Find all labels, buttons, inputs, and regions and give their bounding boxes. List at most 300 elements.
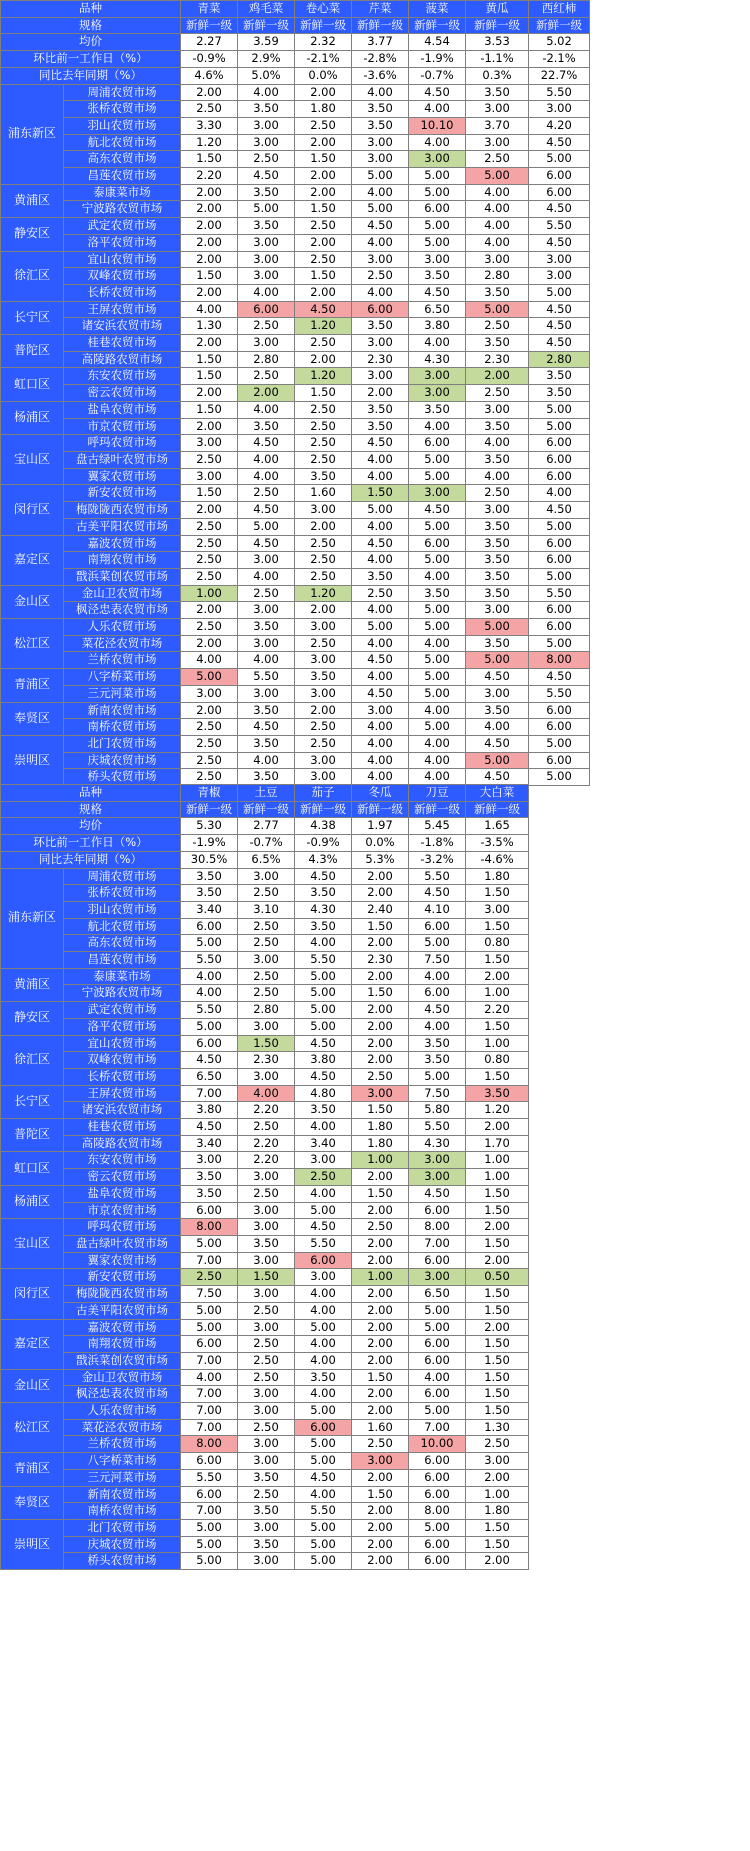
market-name: 周浦农贸市场 (64, 868, 181, 885)
price-cell: 3.00 (409, 485, 466, 502)
table-row (1, 1453, 529, 1470)
price-cell: 2.00 (181, 418, 238, 435)
price-cell: 5.50 (529, 218, 590, 235)
year-over-year-change-value: 0.3% (466, 67, 529, 84)
spec-value: 新鲜一级 (466, 17, 529, 34)
price-cell: 6.00 (409, 1453, 466, 1470)
district-name: 闵行区 (1, 485, 64, 535)
price-cell: 6.00 (529, 752, 590, 769)
price-cell: 3.00 (466, 502, 529, 519)
price-cell: 5.00 (409, 552, 466, 569)
price-cell: 5.50 (529, 585, 590, 602)
price-cell: 2.00 (352, 868, 409, 885)
district-name: 浦东新区 (1, 868, 64, 968)
market-name: 北门农贸市场 (64, 735, 181, 752)
price-cell: 3.00 (295, 502, 352, 519)
price-cell: 3.50 (238, 769, 295, 786)
market-name: 盐阜农贸市场 (64, 1185, 181, 1202)
market-name: 宁波路农贸市场 (64, 201, 181, 218)
market-name: 新南农贸市场 (64, 1486, 181, 1503)
price-cell: 4.00 (352, 468, 409, 485)
price-cell: 2.80 (529, 351, 590, 368)
price-cell: 1.00 (181, 585, 238, 602)
district-name: 黄浦区 (1, 968, 64, 1001)
market-name: 市京农贸市场 (64, 418, 181, 435)
price-cell: 6.00 (295, 1419, 352, 1436)
variety-name: 冬瓜 (352, 785, 409, 802)
table-row (1, 1135, 529, 1152)
price-cell: 3.00 (466, 602, 529, 619)
price-cell: 3.00 (238, 1319, 295, 1336)
price-cell: 3.00 (466, 134, 529, 151)
price-cell: 5.00 (181, 669, 238, 686)
price-cell: 2.50 (466, 485, 529, 502)
price-cell: 2.50 (238, 1336, 295, 1353)
price-cell: 4.00 (466, 234, 529, 251)
price-cell: 4.50 (409, 1002, 466, 1019)
market-name: 八字桥菜市场 (64, 1453, 181, 1470)
price-cell: 4.00 (409, 752, 466, 769)
price-cell: 1.20 (295, 368, 352, 385)
market-name: 古美平阳农贸市场 (64, 518, 181, 535)
price-cell: 1.50 (466, 1403, 529, 1420)
price-cell: 1.50 (466, 952, 529, 969)
price-cell: 4.50 (466, 735, 529, 752)
table-row (1, 1035, 529, 1052)
price-cell: 2.00 (295, 518, 352, 535)
price-cell: 1.50 (352, 1369, 409, 1386)
price-cell: 5.00 (409, 1319, 466, 1336)
price-cell: 1.50 (295, 201, 352, 218)
year-over-year-change-value: 22.7% (529, 67, 590, 84)
variety-label: 品种 (1, 1, 181, 18)
price-cell: 4.00 (181, 301, 238, 318)
table-row (1, 719, 590, 736)
price-cell: 2.00 (295, 284, 352, 301)
price-cell: 4.50 (295, 1469, 352, 1486)
average-price-value: 3.59 (238, 34, 295, 51)
table-row (1, 385, 590, 402)
table-row (1, 117, 590, 134)
price-cell: 4.00 (466, 468, 529, 485)
price-cell: 1.50 (181, 401, 238, 418)
spec-label: 规格 (1, 801, 181, 818)
price-cell: 2.50 (295, 635, 352, 652)
average-price-value: 5.30 (181, 818, 238, 835)
market-name: 宜山农贸市场 (64, 251, 181, 268)
table-row (1, 168, 590, 185)
table-row (1, 301, 590, 318)
market-name: 菜花泾农贸市场 (64, 1419, 181, 1436)
price-cell: 5.00 (409, 1403, 466, 1420)
price-cell: 3.00 (238, 868, 295, 885)
price-cell: 2.50 (181, 552, 238, 569)
district-name: 崇明区 (1, 1519, 64, 1569)
price-cell: 4.30 (295, 901, 352, 918)
price-cell: 1.50 (352, 1102, 409, 1119)
spec-value: 新鲜一级 (295, 17, 352, 34)
market-name: 嘉波农贸市场 (64, 1319, 181, 1336)
market-name: 长桥农贸市场 (64, 1068, 181, 1085)
price-cell: 1.50 (181, 485, 238, 502)
price-cell: 5.00 (181, 1018, 238, 1035)
price-cell: 4.00 (409, 418, 466, 435)
district-name: 青浦区 (1, 669, 64, 702)
price-cell: 2.00 (181, 385, 238, 402)
market-name: 双峰农贸市场 (64, 1052, 181, 1069)
table-row (1, 1419, 529, 1436)
price-cell: 1.00 (352, 1152, 409, 1169)
price-cell: 1.50 (238, 1269, 295, 1286)
month-over-month-change-value: -0.7% (238, 835, 295, 852)
price-cell: 6.00 (295, 1252, 352, 1269)
table-row (1, 284, 590, 301)
spec-value: 新鲜一级 (409, 17, 466, 34)
price-cell: 3.50 (352, 418, 409, 435)
price-cell: 3.50 (466, 284, 529, 301)
table-row (1, 635, 590, 652)
price-cell: 2.00 (352, 1319, 409, 1336)
market-name: 盘古绿叶农贸市场 (64, 1235, 181, 1252)
price-cell: 5.80 (409, 1102, 466, 1119)
price-cell: 2.00 (295, 234, 352, 251)
price-cell: 5.00 (295, 1202, 352, 1219)
price-cell: 1.50 (466, 1336, 529, 1353)
price-cell: 3.50 (181, 885, 238, 902)
price-cell: 2.50 (181, 719, 238, 736)
average-price-value: 4.38 (295, 818, 352, 835)
price-cell: 2.50 (238, 1119, 295, 1136)
price-cell: 3.50 (352, 401, 409, 418)
price-cell: 1.80 (352, 1119, 409, 1136)
price-cell: 2.50 (352, 1068, 409, 1085)
average-price-label: 均价 (1, 34, 181, 51)
price-cell: 4.00 (295, 1185, 352, 1202)
price-cell: 4.00 (352, 669, 409, 686)
month-over-month-change-value: -2.1% (295, 51, 352, 68)
price-cell: 1.30 (181, 318, 238, 335)
price-cell: 4.00 (409, 568, 466, 585)
table-row (1, 184, 590, 201)
district-name: 虹口区 (1, 1152, 64, 1185)
price-cell: 2.00 (295, 168, 352, 185)
price-cell: 4.00 (409, 1369, 466, 1386)
price-cell: 6.00 (181, 1453, 238, 1470)
price-cell: 3.00 (238, 685, 295, 702)
price-cell: 4.50 (409, 885, 466, 902)
price-cell: 5.00 (181, 1536, 238, 1553)
price-cell: 3.00 (238, 1386, 295, 1403)
price-cell: 3.80 (181, 1102, 238, 1119)
price-cell: 2.00 (181, 201, 238, 218)
variety-name: 鸡毛菜 (238, 1, 295, 18)
price-cell: 4.00 (238, 401, 295, 418)
price-cell: 7.00 (181, 1352, 238, 1369)
price-cell: 6.00 (409, 1536, 466, 1553)
price-cell: 4.00 (409, 769, 466, 786)
district-name: 黄浦区 (1, 184, 64, 217)
spec-value: 新鲜一级 (238, 17, 295, 34)
market-name: 诸安浜农贸市场 (64, 1102, 181, 1119)
price-cell: 4.00 (238, 284, 295, 301)
price-cell: 3.40 (181, 1135, 238, 1152)
average-price-value: 1.97 (352, 818, 409, 835)
price-cell: 2.80 (238, 1002, 295, 1019)
price-cell: 6.00 (529, 184, 590, 201)
price-cell: 4.00 (409, 635, 466, 652)
price-cell: 3.50 (466, 518, 529, 535)
market-name: 戬浜菜创农贸市场 (64, 568, 181, 585)
market-name: 市京农贸市场 (64, 1202, 181, 1219)
table-row (1, 1336, 529, 1353)
table-row (1, 568, 590, 585)
price-cell: 2.20 (238, 1135, 295, 1152)
table-row (1, 868, 529, 885)
price-cell: 1.50 (466, 1386, 529, 1403)
price-cell: 3.50 (352, 568, 409, 585)
table-row (1, 735, 590, 752)
year-over-year-change-value: 4.3% (295, 851, 352, 868)
price-cell: 4.00 (295, 1302, 352, 1319)
price-cell: 2.50 (238, 1369, 295, 1386)
price-cell: 1.00 (352, 1269, 409, 1286)
price-cell: 4.00 (352, 84, 409, 101)
price-cell: 3.00 (238, 268, 295, 285)
price-cell: 5.00 (295, 1002, 352, 1019)
price-cell: 2.00 (352, 385, 409, 402)
price-cell: 4.00 (352, 451, 409, 468)
market-name: 泰康菜市场 (64, 184, 181, 201)
price-cell: 2.00 (181, 184, 238, 201)
price-cell: 7.00 (181, 1386, 238, 1403)
price-cell: 2.50 (181, 769, 238, 786)
month-over-month-change-row (1, 835, 529, 852)
price-cell: 5.00 (238, 518, 295, 535)
price-cell: 3.50 (181, 1169, 238, 1186)
table-row (1, 418, 590, 435)
price-cell: 4.50 (409, 84, 466, 101)
price-cell: 5.00 (181, 1553, 238, 1570)
price-cell: 4.00 (295, 1119, 352, 1136)
price-cell: 2.00 (295, 134, 352, 151)
table-row (1, 201, 590, 218)
table-row (1, 1219, 529, 1236)
market-name: 古美平阳农贸市场 (64, 1302, 181, 1319)
variety-name: 青椒 (181, 785, 238, 802)
average-price-value: 5.02 (529, 34, 590, 51)
market-name: 双峰农贸市场 (64, 268, 181, 285)
spec-value: 新鲜一级 (352, 801, 409, 818)
price-cell: 3.50 (529, 368, 590, 385)
price-cell: 3.00 (529, 251, 590, 268)
spec-value: 新鲜一级 (466, 801, 529, 818)
price-cell: 4.00 (238, 568, 295, 585)
year-over-year-change-value: 5.3% (352, 851, 409, 868)
price-cell: 2.20 (238, 1152, 295, 1169)
price-cell: 5.00 (409, 1302, 466, 1319)
table-row (1, 619, 590, 636)
price-cell: 4.00 (409, 735, 466, 752)
district-name: 崇明区 (1, 735, 64, 785)
price-cell: 2.50 (181, 535, 238, 552)
price-cell: 2.00 (352, 1503, 409, 1520)
price-cell: 2.50 (295, 735, 352, 752)
price-cell: 7.00 (181, 1252, 238, 1269)
price-cell: 2.00 (352, 1403, 409, 1420)
price-cell: 4.50 (466, 769, 529, 786)
price-cell: 2.50 (238, 318, 295, 335)
price-cell: 5.00 (352, 168, 409, 185)
price-cell: 2.00 (181, 234, 238, 251)
price-cell: 2.30 (238, 1052, 295, 1069)
year-over-year-change-label: 同比去年同期（%） (1, 851, 181, 868)
price-cell: 3.50 (409, 585, 466, 602)
price-cell: 5.00 (409, 468, 466, 485)
price-cell: 2.50 (295, 117, 352, 134)
price-cell: 6.00 (529, 435, 590, 452)
price-cell: 4.00 (238, 652, 295, 669)
price-cell: 3.50 (409, 1052, 466, 1069)
table-row (1, 468, 590, 485)
price-cell: 5.00 (466, 652, 529, 669)
price-cell: 6.00 (238, 301, 295, 318)
price-cell: 5.00 (409, 1519, 466, 1536)
price-cell: 3.00 (352, 251, 409, 268)
price-cell: 5.00 (529, 418, 590, 435)
price-cell: 1.50 (352, 985, 409, 1002)
month-over-month-change-value: 2.9% (238, 51, 295, 68)
market-name: 高东农贸市场 (64, 935, 181, 952)
spec-row (1, 17, 590, 34)
price-cell: 2.20 (181, 168, 238, 185)
price-cell: 3.00 (352, 335, 409, 352)
price-cell: 3.00 (466, 901, 529, 918)
month-over-month-change-label: 环比前一工作日（%） (1, 51, 181, 68)
district-name: 徐汇区 (1, 1035, 64, 1085)
market-name: 金山卫农贸市场 (64, 585, 181, 602)
price-cell: 2.50 (238, 985, 295, 1002)
price-cell: 2.50 (466, 1436, 529, 1453)
average-price-row (1, 818, 529, 835)
table-row (1, 1503, 529, 1520)
market-name: 洛平农贸市场 (64, 234, 181, 251)
price-cell: 3.50 (238, 1503, 295, 1520)
spec-value: 新鲜一级 (238, 801, 295, 818)
table-row (1, 885, 529, 902)
price-cell: 3.00 (238, 117, 295, 134)
price-cell: 2.00 (181, 284, 238, 301)
price-cell: 3.00 (295, 1269, 352, 1286)
price-cell: 3.50 (238, 735, 295, 752)
price-cell: 1.50 (466, 1536, 529, 1553)
price-cell: 3.50 (466, 552, 529, 569)
price-cell: 4.00 (181, 1369, 238, 1386)
price-cell: 2.00 (466, 1553, 529, 1570)
market-name: 昌莲农贸市场 (64, 952, 181, 969)
price-cell: 3.00 (238, 1403, 295, 1420)
price-cell: 2.00 (295, 351, 352, 368)
price-cell: 2.50 (238, 1302, 295, 1319)
average-price-value: 2.27 (181, 34, 238, 51)
price-cell: 1.50 (466, 1369, 529, 1386)
price-cell: 3.50 (466, 585, 529, 602)
table-row (1, 368, 590, 385)
table-row (1, 669, 590, 686)
price-cell: 2.00 (181, 635, 238, 652)
price-cell: 2.50 (181, 101, 238, 118)
price-cell: 2.00 (352, 1286, 409, 1303)
price-cell: 1.80 (352, 1135, 409, 1152)
price-cell: 5.00 (529, 401, 590, 418)
price-cell: 3.00 (295, 619, 352, 636)
price-cell: 3.00 (352, 134, 409, 151)
market-name: 高陵路农贸市场 (64, 1135, 181, 1152)
price-cell: 2.00 (466, 1319, 529, 1336)
price-cell: 4.00 (352, 184, 409, 201)
price-cell: 3.00 (238, 1453, 295, 1470)
price-cell: 5.00 (181, 1302, 238, 1319)
price-cell: 5.00 (352, 619, 409, 636)
price-cell: 5.00 (409, 218, 466, 235)
price-cell: 3.50 (466, 535, 529, 552)
price-cell: 5.00 (181, 935, 238, 952)
price-cell: 3.00 (238, 1068, 295, 1085)
price-cell: 4.00 (295, 1386, 352, 1403)
price-cell: 2.00 (181, 602, 238, 619)
price-cell: 3.50 (238, 218, 295, 235)
price-cell: 3.00 (238, 335, 295, 352)
price-cell: 1.60 (352, 1419, 409, 1436)
price-cell: 4.00 (238, 451, 295, 468)
price-cell: 3.40 (181, 901, 238, 918)
price-cell: 7.00 (409, 1235, 466, 1252)
table-row (1, 1436, 529, 1453)
market-name: 宜山农贸市场 (64, 1035, 181, 1052)
table-row (1, 1352, 529, 1369)
price-cell: 8.00 (409, 1503, 466, 1520)
price-cell: 4.50 (352, 535, 409, 552)
price-cell: 2.50 (238, 1352, 295, 1369)
price-cell: 6.00 (181, 1035, 238, 1052)
price-cell: 4.50 (295, 1219, 352, 1236)
market-name: 枫泾忠表农贸市场 (64, 1386, 181, 1403)
month-over-month-change-row (1, 51, 590, 68)
district-name: 徐汇区 (1, 251, 64, 301)
month-over-month-change-label: 环比前一工作日（%） (1, 835, 181, 852)
price-cell: 3.30 (181, 117, 238, 134)
price-cell: 3.70 (466, 117, 529, 134)
market-name: 盘古绿叶农贸市场 (64, 451, 181, 468)
price-cell: 2.50 (295, 418, 352, 435)
market-name: 新安农贸市场 (64, 485, 181, 502)
price-cell: 5.00 (409, 184, 466, 201)
price-cell: 8.00 (181, 1436, 238, 1453)
price-cell: 5.00 (409, 168, 466, 185)
price-cell: 2.00 (181, 251, 238, 268)
market-name: 梅陇陇西农贸市场 (64, 1286, 181, 1303)
price-cell: 4.00 (238, 84, 295, 101)
price-cell: 3.00 (238, 234, 295, 251)
price-cell: 5.00 (529, 284, 590, 301)
year-over-year-change-value: 5.0% (238, 67, 295, 84)
year-over-year-change-value: -3.6% (352, 67, 409, 84)
price-cell: 6.00 (409, 1469, 466, 1486)
price-cell: 3.00 (466, 251, 529, 268)
district-name: 静安区 (1, 1002, 64, 1035)
table-row (1, 1119, 529, 1136)
month-over-month-change-value: -1.1% (466, 51, 529, 68)
price-cell: 3.00 (352, 702, 409, 719)
